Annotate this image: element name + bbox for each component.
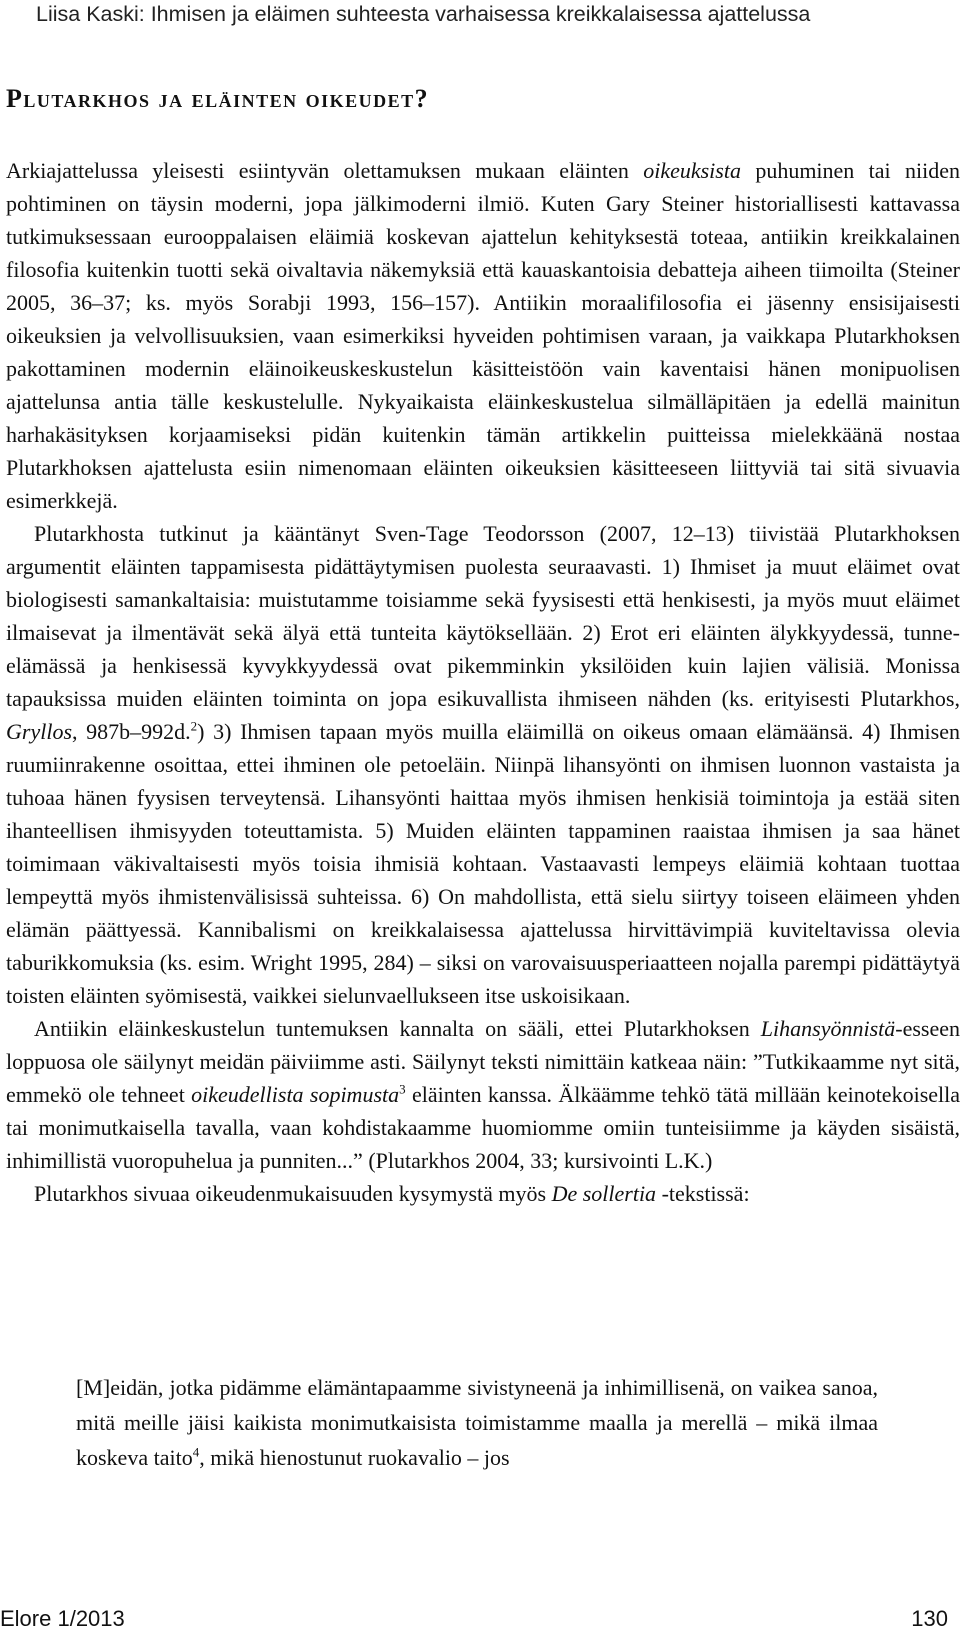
text-run: , mikä hienostunut ruokavalio – jos: [199, 1445, 510, 1470]
italic-title: De sollertia: [551, 1181, 657, 1206]
block-quote: [76, 1370, 878, 1475]
paragraph-2: [6, 517, 960, 1012]
section-title: Plutarkhos ja eläinten oikeudet?: [6, 84, 430, 113]
text-run: eläinten kanssa. Älkäämme tehkö tätä millään keinotekoisella tai monimutkaisella tavalla, vaan kohdistakaamme huomiomme omiin tunteisiimme ja käyden sisäistä, inhimillistä vuoropuhelua ja punniten...” (Plutarkhos 2004, 33; kursivointi L.K.): [6, 1082, 960, 1173]
page-number: 130: [911, 1606, 948, 1631]
text-run: ) 3) Ihmisen tapaan myös muilla eläimillä on oikeus omaan elämäänsä. 4) Ihmisen ruumiinrakenne osoittaa, ettei ihminen ole petoeläin. Niinpä lihansyönti on ihmisen luonnon vastaista ja tuhoaa hänen fyysisen terveytensä. Lihansyönti haittaa myös ihmisen henkisiä toimintoja ja estää siten ihanteellisen ihmisyyden toteuttamista. 5) Muiden eläinten tappaminen raaistaa ihmisen ja saa hänet toimimaan väkivaltaisesti myös toisia ihmisiä kohtaan. Vastaavasti lempeys eläimiä kohtaan tuottaa lempeyttä myös ihmistenvälisissä suhteissa. 6) On mahdollista, että sielu siirtyy toiseen eläimeen yhden elämän päättyessä. Kannibalismi on kreikkalaisessa ajattelussa hirvittävimpiä kuviteltavissa olevia taburikkomuksia (ks. esim. Wright 1995, 284) – siksi on varovaisuusperiaatteen nojalla parempi pidättäytyä toisten eläinten syömisestä, vaikkei sielunvaellukseen itse uskoisikaan.: [6, 719, 960, 1008]
footer-journal: Elore 1/2013: [0, 1606, 125, 1631]
text-run: Antiikin eläinkeskustelun tuntemuksen kannalta on sääli, ettei Plutarkhoksen: [34, 1016, 761, 1041]
text-run: Plutarkhos sivuaa oikeudenmukaisuuden kysymystä myös: [34, 1181, 552, 1206]
footnote-marker: 3: [399, 1081, 406, 1097]
italic-title: Lihansyönnistä: [760, 1016, 896, 1041]
text-run: [M]eidän, jotka pidämme elämäntapaamme sivistyneenä ja inhimillisenä, on vaikea sanoa, mitä meille jäisi kaikista monimutkaisista toimistamme maalla ja merellä – mikä ilmaa koskeva taito: [76, 1375, 878, 1470]
text-run: Arkiajattelussa yleisesti esiintyvän olettamuksen mukaan eläinten: [6, 158, 644, 183]
italic-term: oikeuksista: [643, 158, 741, 183]
footnote-marker: 4: [192, 1444, 200, 1460]
text-run: -tekstissä:: [656, 1181, 750, 1206]
italic-term: oikeudellista sopimusta: [191, 1082, 400, 1107]
paragraph-1: [6, 154, 960, 517]
text-run: -esseen loppuosa ole säilynyt meidän päiviimme asti. Säilynyt teksti nimittäin katkeaa näin: ”Tutkikaamme nyt sitä, emmekö ole tehneet: [6, 1016, 960, 1107]
text-run: , 987b–992d.: [72, 719, 191, 744]
body-text: [6, 154, 960, 1210]
paragraph-4: [6, 1177, 960, 1210]
paragraph-3: [6, 1012, 960, 1177]
running-head: Liisa Kaski: Ihmisen ja eläimen suhteesta varhaisessa kreikkalaisessa ajattelussa: [36, 2, 811, 26]
footnote-marker: 2: [190, 718, 198, 734]
text-run: Plutarkhosta tutkinut ja kääntänyt Sven-Tage Teodorsson (2007, 12–13) tiivistää Plutarkhoksen argumentit eläinten tappamisesta pidättäytymisen puolesta seuraavasti. 1) Ihmiset ja muut eläimet ovat biologisesti samankaltaisia: muistutamme toisiamme sekä fyysisesti että henkisesti, ja myös muut eläimet ilmaisevat ja ilmentävät sekä älyä että tunteita käytöksellään. 2) Erot eri eläinten älykkyydessä, tunne-elämässä ja henkisessä kyvykkyydessä ovat pikemminkin yksilöiden kuin lajien välisiä. Monissa tapauksissa muiden eläinten toiminta on jopa esikuvallista ihmiseen nähden (ks. erityisesti Plutarkhos,: [6, 521, 960, 711]
text-run: puhuminen tai niiden pohtiminen on täysin moderni, jopa jälkimoderni ilmiö. Kuten Gary Steiner historiallisesti kattavassa tutkimuksessaan eurooppalaisen eläimiä koskevan ajattelun kehityksestä toteaa, antiikin kreikkalainen filosofia kuitenkin tuotti sekä oivaltavia näkemyksiä että kauaskantoisia debatteja aiheen tiimoilta (Steiner 2005, 36–37; ks. myös Sorabji 1993, 156–157). Antiikin moraalifilosofia ei jäsenny ensisijaisesti oikeuksien ja velvollisuuksien, vaan esimerkiksi hyveiden pohtimisen varaan, ja vaikkapa Plutarkhoksen pakottaminen modernin eläinoikeuskeskustelun käsitteistöön vain kaventaisi hänen monipuolisen ajattelunsa antia tälle keskustelulle. Nykyaikaista eläinkeskustelua silmälläpitäen ja edellä mainitun harhakäsityksen korjaamiseksi pidän kuitenkin tämän artikkelin puitteissa mielekkäänä nostaa Plutarkhoksen ajattelusta esiin nimenomaan eläinten oikeuksien käsitteeseen liittyviä tai sitä sivuavia esimerkkejä.: [6, 158, 960, 513]
italic-title: Gryllos: [6, 719, 72, 744]
